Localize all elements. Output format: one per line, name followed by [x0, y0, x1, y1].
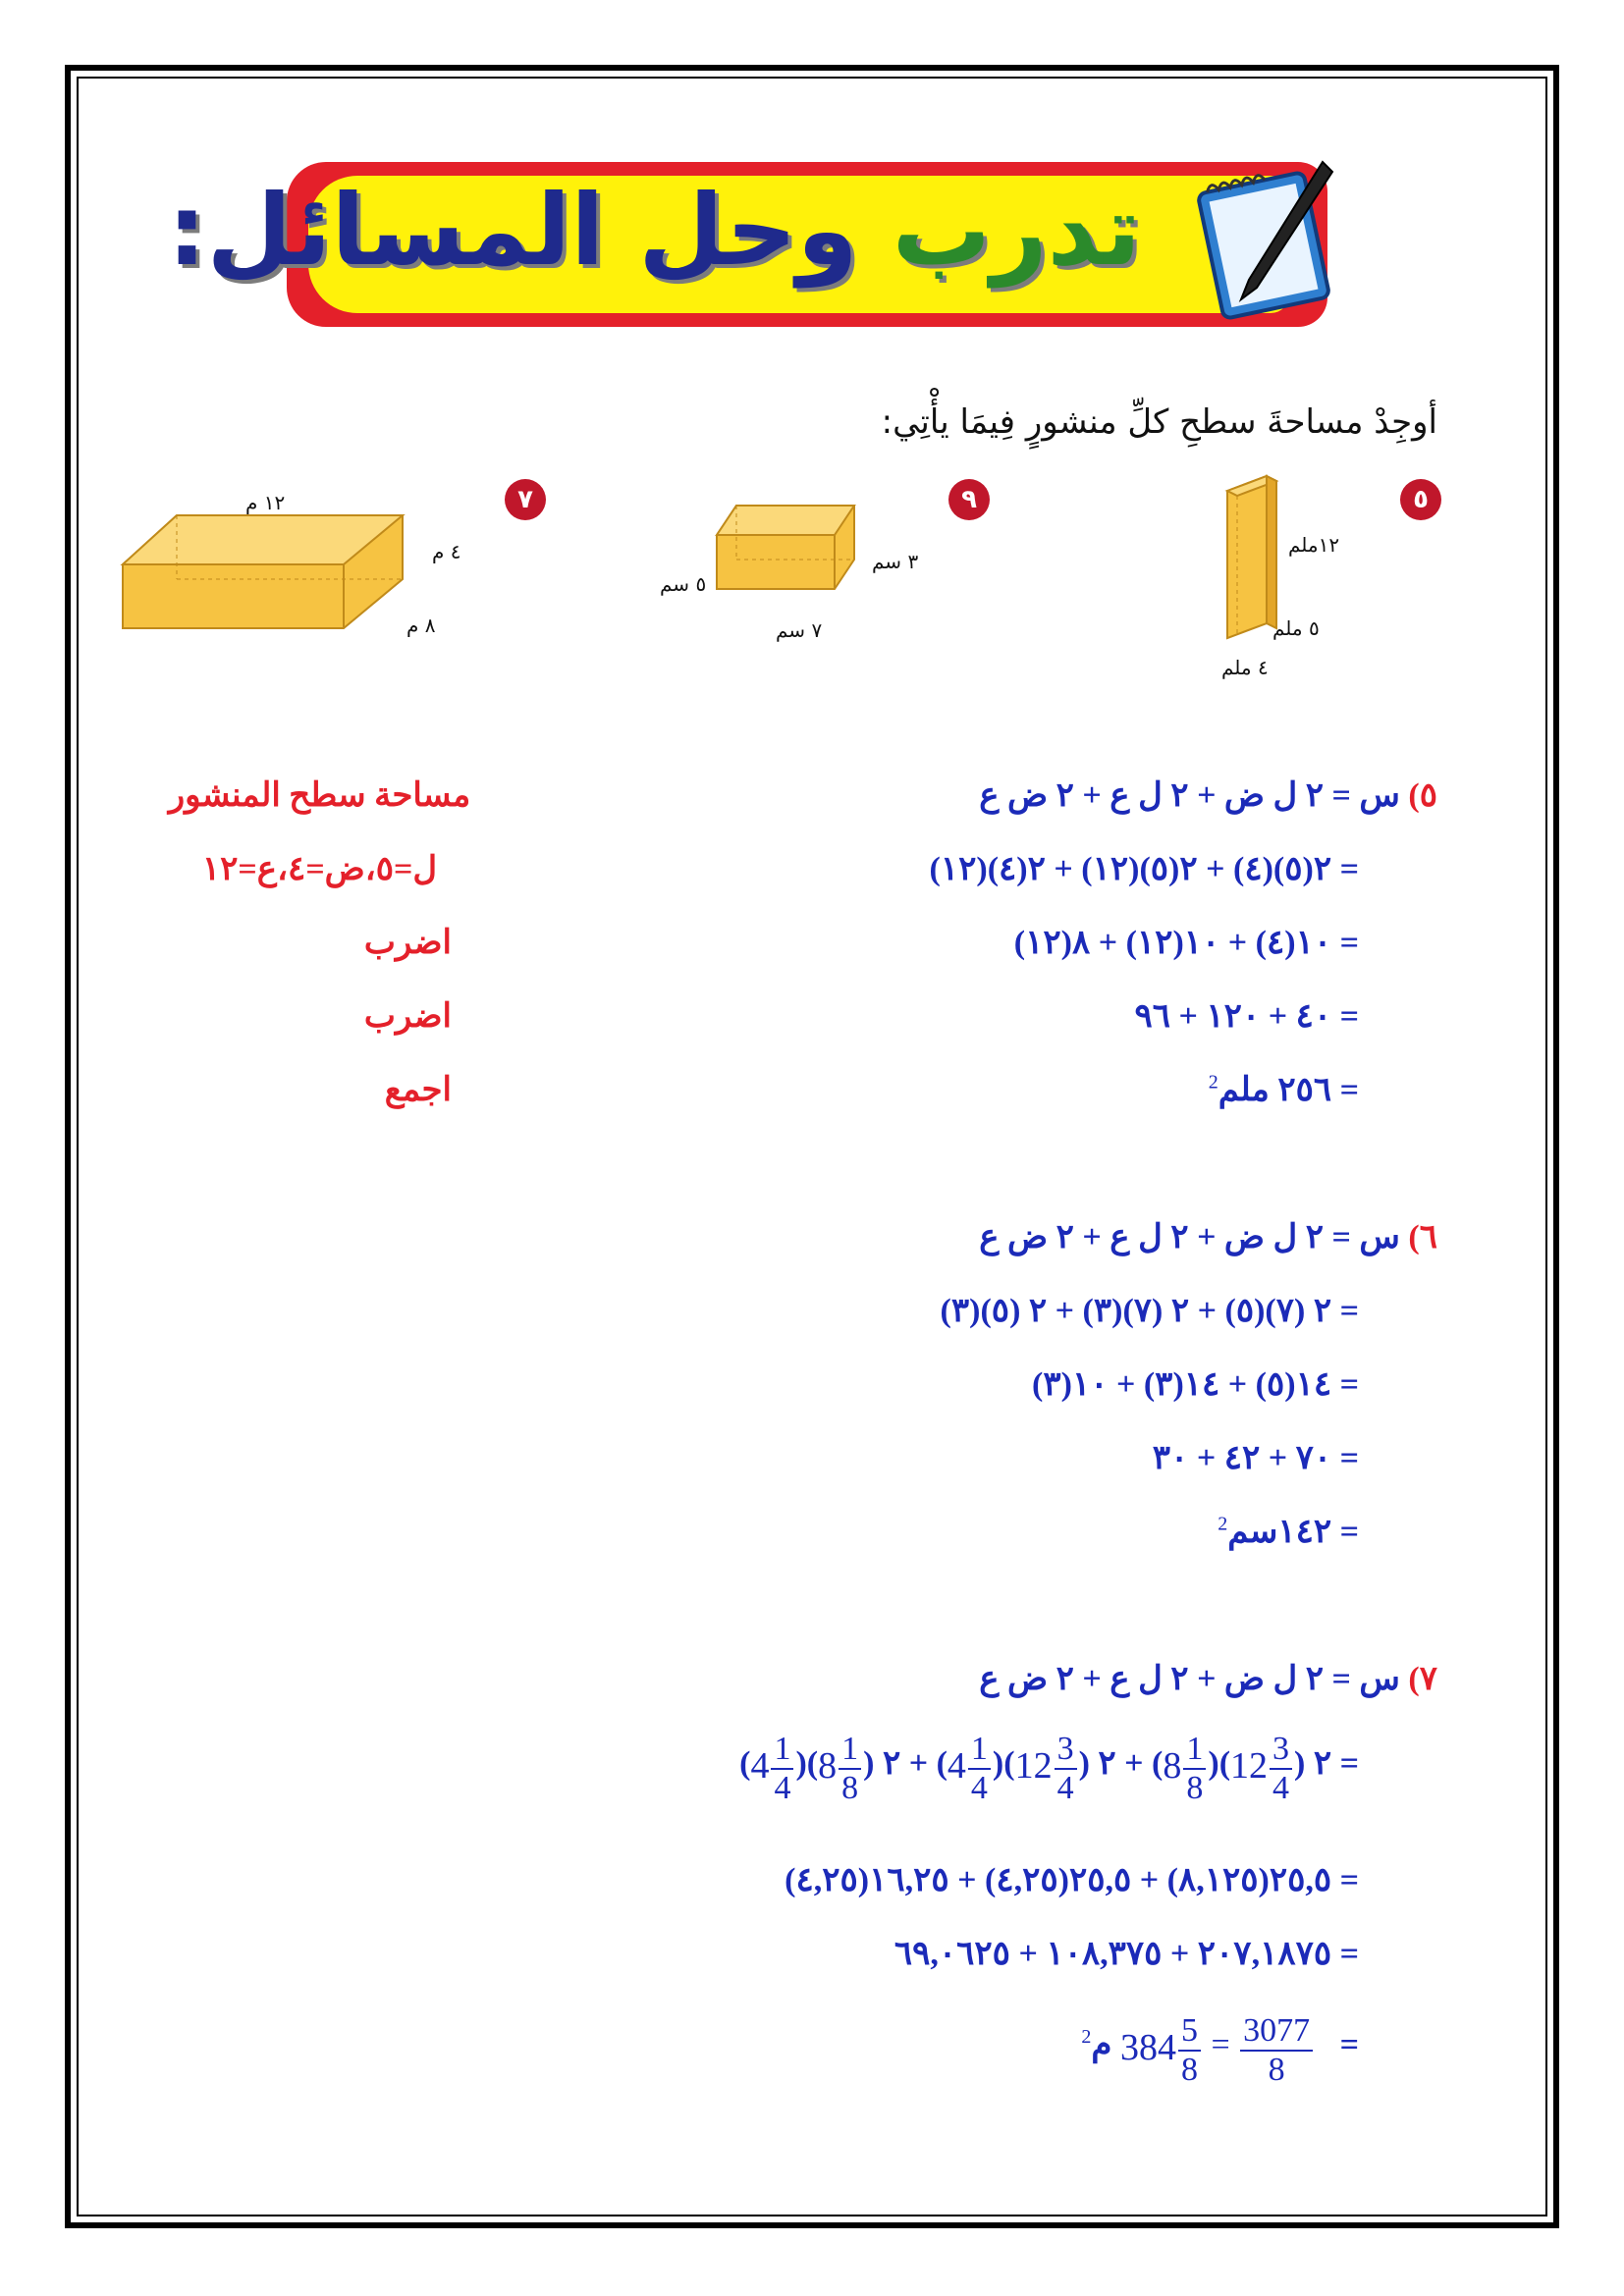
dim-label: ٤ م — [432, 540, 461, 563]
denominator: 4 — [970, 1770, 988, 1807]
problem5-line: = ٤٠ + ١٢٠ + ٩٦ — [1134, 998, 1359, 1035]
numerator: 1 — [1183, 1731, 1206, 1770]
unit: م — [1091, 2026, 1112, 2063]
fraction — [1183, 1731, 1206, 1807]
problem7-result — [1081, 1988, 1359, 2097]
formula-text: س = ٢ ل ض + ٢ ل ع + ٢ ض ع — [979, 777, 1400, 814]
dim-label: ١٢ملم — [1288, 533, 1340, 557]
long-box-figure — [118, 510, 412, 638]
problem5-result — [1209, 1070, 1359, 1109]
improper-fraction — [1238, 1999, 1315, 2097]
numerator: 3 — [1055, 1731, 1077, 1770]
dim-label: ٨ م — [406, 614, 436, 637]
mixed-number — [1120, 1999, 1203, 2097]
problem7-line: = ٢٥,٥(٨,١٢٥) + ٢٥,٥(٤,٢٥) + ١٦,٢٥(٤,٢٥) — [785, 1862, 1359, 1898]
instruction-text: أوجِدْ مساحةَ سطحِ كلِّ منشورٍ فِيمَا يأْتِي: — [881, 402, 1437, 442]
mixed-number — [1015, 1722, 1079, 1810]
note-given: ل=٥،ض=٤،ع=١٢ — [201, 851, 438, 887]
denominator: 4 — [774, 1770, 791, 1807]
dim-label: ٧ سم — [776, 618, 823, 642]
fraction — [1055, 1731, 1077, 1807]
denominator: 8 — [1180, 2051, 1198, 2088]
whole: 12 — [1014, 1745, 1053, 1788]
notebook-pen-icon — [1190, 152, 1337, 329]
two: ٢ — [882, 1745, 901, 1782]
problem-number: ٧) — [1408, 1661, 1437, 1697]
problem7-line1: = ٢ (12 $\frac{3}{4}$ )(8 $\frac{1}{8}$ ) + ٢ (12 $\frac{3}{4}$ )(4 $\frac{1}{4}$ ) + ٢ (8 $\frac{1}{8}$ )(4 $\frac{1}{4}$ ) — [739, 1720, 1359, 1810]
dim-label: ٥ ملم — [1272, 616, 1320, 640]
fraction — [839, 1731, 861, 1807]
problem-badge-5: ٥ — [1400, 479, 1441, 520]
plus: + — [908, 1745, 929, 1782]
numerator: 3 — [1270, 1731, 1292, 1770]
banner-title-part2: وحل المسائل: — [167, 173, 858, 288]
unit-exponent: 2 — [1081, 2026, 1092, 2048]
mixed-number — [1230, 1722, 1294, 1810]
problem6-line: = ١٤(٥) + ١٤(٣) + ١٠(٣) — [1032, 1366, 1359, 1403]
plus: + — [1124, 1745, 1144, 1782]
denominator: 4 — [1272, 1770, 1290, 1807]
problem5-formula — [979, 775, 1437, 815]
problem6-formula — [979, 1217, 1437, 1256]
whole: 384 — [1119, 2026, 1176, 2068]
note-step: اجمع — [384, 1072, 452, 1108]
denominator: 8 — [841, 1770, 859, 1807]
problem6-line: = ٢ (٧)(٥) + ٢ (٧)(٣) + ٢ (٥)(٣) — [940, 1293, 1359, 1329]
banner-title-part1: تدرب — [892, 173, 1141, 288]
whole: 4 — [947, 1745, 966, 1788]
small-box-figure — [707, 501, 864, 609]
result-text: = ٢٥٦ ملم — [1218, 1072, 1359, 1108]
numerator: 5 — [1178, 2012, 1201, 2052]
problem-number: ٦) — [1408, 1219, 1437, 1255]
fraction — [1240, 2012, 1313, 2089]
numerator: 1 — [771, 1731, 793, 1770]
fraction — [771, 1731, 793, 1807]
fraction — [968, 1731, 991, 1807]
problem6-line: = ٧٠ + ٤٢ + ٣٠ — [1152, 1440, 1359, 1476]
fraction — [1270, 1731, 1292, 1807]
fraction — [1178, 2012, 1201, 2089]
equals-two: = ٢ — [1313, 1745, 1359, 1782]
unit-exponent: 2 — [1208, 1071, 1218, 1094]
numerator: 1 — [968, 1731, 991, 1770]
two: ٢ — [1098, 1745, 1116, 1782]
problem7-formula — [979, 1659, 1437, 1698]
mixed-number — [947, 1722, 993, 1810]
denominator: 8 — [1268, 2051, 1285, 2088]
mixed-number — [818, 1722, 863, 1810]
whole: 8 — [818, 1745, 838, 1788]
equals: = — [1211, 2026, 1230, 2063]
whole: 4 — [750, 1745, 770, 1788]
dim-label: ١٢ م — [245, 491, 286, 514]
title-banner — [167, 162, 1327, 327]
formula-text: س = ٢ ل ض + ٢ ل ع + ٢ ض ع — [979, 1661, 1400, 1697]
whole: 8 — [1163, 1745, 1182, 1788]
problem5-line: = ١٠(٤) + ١٠(١٢) + ٨(١٢) — [1013, 925, 1359, 961]
banner-title — [168, 172, 1141, 290]
formula-text: س = ٢ ل ض + ٢ ل ع + ٢ ض ع — [979, 1219, 1400, 1255]
denominator: 4 — [1056, 1770, 1074, 1807]
numerator: 1 — [839, 1731, 861, 1770]
problem7-line: = ٢٠٧,١٨٧٥ + ١٠٨,٣٧٥ + ٦٩,٠٦٢٥ — [893, 1936, 1359, 1972]
problem-number: ٥) — [1408, 777, 1437, 814]
result-text: = ١٤٢سم — [1227, 1514, 1359, 1550]
unit-exponent: 2 — [1218, 1513, 1228, 1535]
problem6-result — [1218, 1512, 1359, 1551]
equals: = — [1339, 2026, 1359, 2063]
dim-label: ٤ ملم — [1221, 656, 1269, 679]
note-title: مساحة سطح المنشور — [168, 777, 471, 814]
note-step: اضرب — [363, 925, 452, 961]
dim-label: ٣ سم — [872, 550, 919, 573]
dim-label: ٥ سم — [660, 572, 707, 596]
note-step: اضرب — [363, 998, 452, 1035]
problem-badge-9: ٩ — [948, 479, 990, 520]
problem5-line: = ٢(٥)(٤) + ٢(٥)(١٢) + ٢(٤)(١٢) — [929, 851, 1359, 887]
mixed-number — [1163, 1722, 1208, 1810]
numerator: 3077 — [1240, 2012, 1313, 2052]
whole: 12 — [1230, 1745, 1269, 1788]
mixed-number — [750, 1722, 795, 1810]
denominator: 8 — [1186, 1770, 1204, 1807]
problem-badge-7: ٧ — [505, 479, 546, 520]
